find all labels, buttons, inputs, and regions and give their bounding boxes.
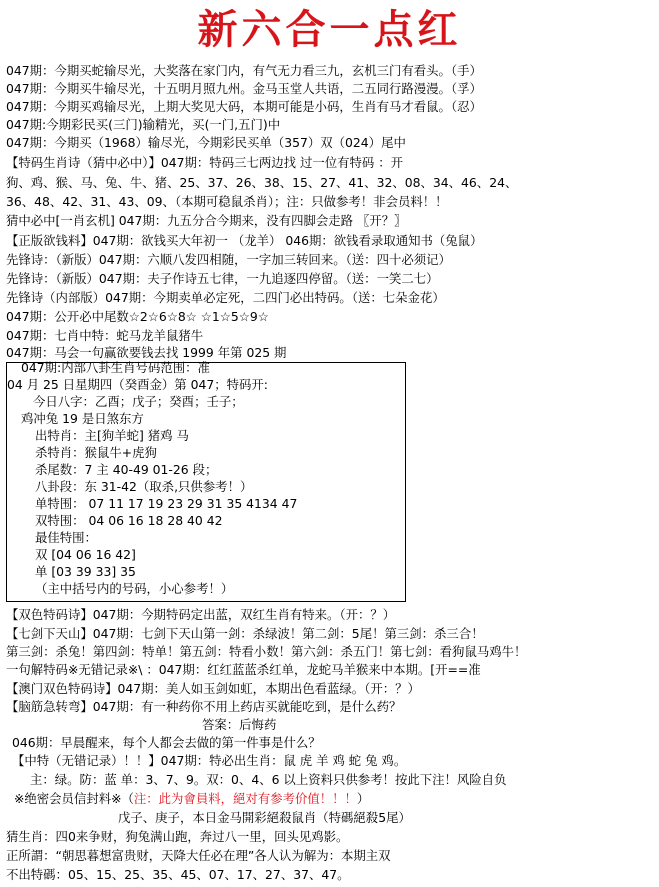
text-line: 047期：今期买牛输尽光，十五明月照九州。金马玉堂人共语，二五同行路漫漫。（孚）	[6, 81, 482, 96]
text-line: 047期：今期买蛇输尽光，大奖落在家门内，有气无力看三九，玄机三门有看头。（手）	[6, 63, 482, 78]
text-line: 047期：今期买鸡输尽光，上期大奖见大码，本期可能是小码，生肖有马才看鼠。（忍）	[6, 99, 482, 114]
sha-xiao-line: 杀特肖：猴鼠牛+虎狗	[35, 445, 157, 460]
text-line: 047期：七肖中特：蛇马龙羊鼠猪牛	[6, 328, 204, 343]
chong-line: 鸡冲兔 19 是日煞东方	[21, 411, 144, 426]
text-line: 【脑筋急转弯】047期：有一种药你不用上药店买就能吃到，是什么药？	[6, 699, 402, 714]
text-line: 第三剑：杀兔！第四剑：特单！第五剑：特看小数！第六剑：杀五门！第七剑：看狗鼠马鸡牛！	[6, 644, 527, 659]
text-line: 先锋诗：（新版）047期：夫子作诗五七律，一九追逐四停留。（送：一笑二七）	[6, 271, 439, 286]
bagua-box	[6, 362, 406, 602]
text-line: 【澳门双色特码诗】047期：美人如玉剑如虹，本期出色看蓝绿。（开：？）	[6, 681, 420, 696]
text-line: 【正版欲钱料】047期：欲钱买大年初一 （龙羊） 046期：欲钱看录取通知书（兔鼠）	[6, 233, 483, 248]
text-line: 047期:今期彩民买(三门)输精光，买(一门,五门)中	[6, 117, 281, 132]
tema-xiao-line: 出特肖：主[狗羊蛇] 猪鸡 马	[35, 428, 189, 443]
text-line: 【特码生肖诗（猜中必中）】047期：特码三七两边找 过一位有特码 ：开	[6, 155, 404, 170]
text-line: 【中特（无错记录）！！】047期：特必出生肖：鼠 虎 羊 鸡 蛇 兔 鸡。	[12, 753, 407, 768]
text-line: 猜中必中[一肖玄机] 047期：九五分合今期来，没有四脚会走路 〖开？〗	[6, 213, 407, 228]
box-header: 047期:内部八卦生肖号码范围：准	[21, 360, 210, 375]
dan-te-line: 单特围： 07 11 17 19 23 29 31 35 4134 47	[35, 496, 298, 511]
best-label: 最佳特围：	[35, 530, 97, 545]
text-line: 狗、鸡、猴、马、兔、牛、猪、25、37、26、38、15、27、41、32、08、34、46、24、	[6, 175, 518, 190]
text-line: 正所謂：“朝思暮想富贵财，天降大任必在理”各人认为解为：本期主双	[6, 848, 391, 863]
dan-line: 单 [03 39 33] 35	[35, 564, 136, 579]
shuang-line: 双 [04 06 16 42]	[35, 547, 136, 562]
text-line: 【双色特码诗】047期：今期特码定出蓝，双红生肖有特来。（开：？）	[6, 607, 396, 622]
text-line: 先锋诗（内部版）047期：今期卖单必定死，二四门必出特码。（送：七朵金花）	[6, 290, 445, 305]
text-line: 先锋诗：（新版）047期：六顺八发四相随，一字加三转回来。（送：四十必须记）	[6, 252, 451, 267]
secret-label: ※绝密会员信封料※（	[14, 791, 134, 806]
text-line: 047期：马会一句赢欲要钱去找 1999 年第 025 期	[6, 345, 287, 360]
secret-note: 注：此为會員料，絕对有参考价值！！！	[133, 791, 357, 806]
text-line: 戊子、庚子，本日金马開彩絕殺鼠肖（特碼絕殺5尾）	[118, 810, 411, 825]
text-line: 36、48、42、31、43、09、（本期可稳鼠杀肖）；注：只做参考！非会员料！！	[6, 194, 448, 209]
text-line: 047期：公开必中尾数☆2☆6☆8☆ ☆1☆5☆9☆	[6, 309, 269, 324]
bazi-line: 今日八字：乙酉；戊子；癸酉；壬子；	[33, 394, 244, 409]
text-line: 一句解特码※无错记录※\ ：047期：红红蓝蓝杀红单，龙蛇马羊猴来中本期。[开==准	[6, 662, 481, 677]
text-line: 【七剑下天山】047期：七剑下天山第一剑：杀绿波！第二剑：5尾！第三剑：杀三合！	[6, 626, 484, 641]
text-line: 答案：后悔药	[202, 717, 277, 732]
sha-wei-line: 杀尾数：7 主 40-49 01-26 段；	[35, 462, 218, 477]
secret-close: ）	[356, 791, 370, 806]
text-line: 不出特碼：05、15、25、35、45、07、17、27、37、47。	[6, 867, 350, 882]
text-line: 主：绿。防：蓝 单：3、7、9。双：0、4、6 以上资料只供参考！按此下注！风险自负	[30, 772, 507, 787]
bagua-line: 八卦段：东 31-42（取杀,只供参考！）	[35, 479, 253, 494]
page-title: 新六合一点红	[197, 6, 462, 53]
text-line: 猜生肖：四0来争财，狗兔满山跑，奔过八一里，回头见鸡影。	[6, 829, 349, 844]
date-line: 04 月 25 日星期四（癸酉金）第 047；特码开:	[7, 377, 268, 392]
box-note: （主中括号内的号码，小心参考！）	[35, 581, 234, 596]
shuang-te-line: 双特围： 04 06 16 18 28 40 42	[35, 513, 223, 528]
text-line	[14, 790, 369, 808]
text-line: 046期：早晨醒来，每个人都会去做的第一件事是什么？	[12, 735, 321, 750]
text-line: 047期：今期买（1968）输尽光，今期彩民买单（357）双（024）尾中	[6, 135, 406, 150]
